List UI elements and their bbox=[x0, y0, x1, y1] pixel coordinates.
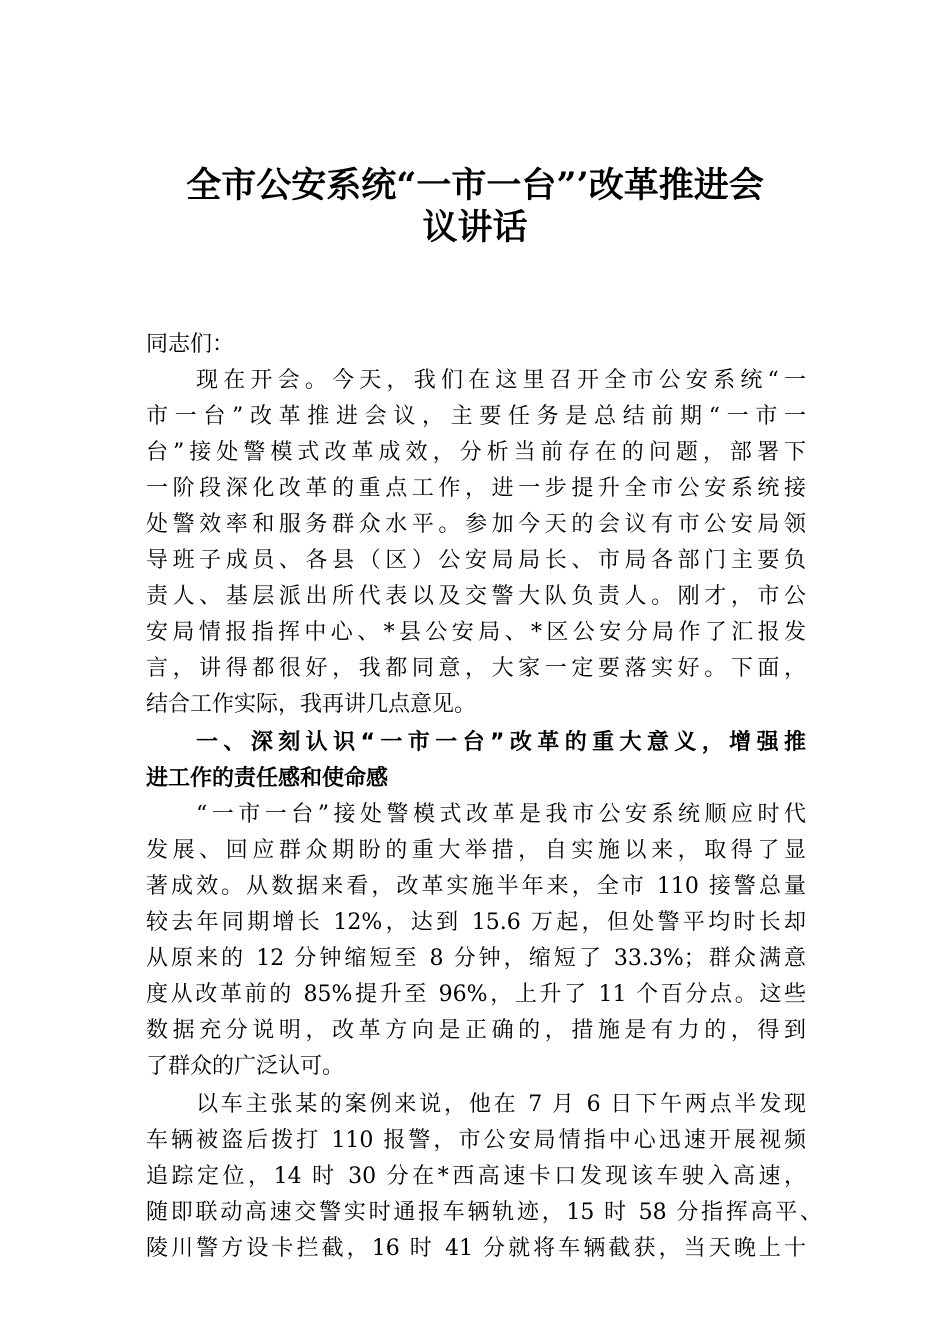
paragraph-line: 陵川警方设卡拦截，16 时 41 分就将车辆截获，当天晚上十 bbox=[146, 1236, 806, 1261]
paragraph-line: 现在开会。今天，我们在这里召开全市公安系统“一 bbox=[196, 368, 806, 393]
paragraph-line: 著成效。从数据来看，改革实施半年来，全市 110 接警总量 bbox=[146, 874, 806, 899]
paragraph-line: 处警效率和服务群众水平。参加今天的会议有市公安局领 bbox=[146, 512, 806, 537]
paragraph-line: 导班子成员、各县（区）公安局局长、市局各部门主要负 bbox=[146, 548, 806, 573]
document-title-line-2: 议讲话 bbox=[422, 207, 528, 248]
paragraph-line: 发展、回应群众期盼的重大举措，自实施以来，取得了显 bbox=[146, 838, 806, 863]
paragraph-line: 随即联动高速交警实时通报车辆轨迹，15 时 58 分指挥高平、 bbox=[146, 1200, 822, 1225]
paragraph-line: 数据充分说明，改革方向是正确的，措施是有力的，得到 bbox=[146, 1018, 806, 1043]
paragraph-line: 从原来的 12 分钟缩短至 8 分钟，缩短了 33.3%；群众满意 bbox=[146, 946, 806, 971]
paragraph-line: 言，讲得都很好，我都同意，大家一定要落实好。下面， bbox=[146, 656, 806, 681]
paragraph-line: 了群众的广泛认可。 bbox=[146, 1054, 345, 1079]
paragraph-line: 结合工作实际，我再讲几点意见。 bbox=[146, 692, 477, 717]
paragraph-line: 安局情报指挥中心、*县公安局、*区公安分局作了汇报发 bbox=[146, 620, 806, 645]
paragraph-line: 追踪定位，14 时 30 分在*西高速卡口发现该车驶入高速， bbox=[146, 1164, 806, 1189]
heading-line: 进工作的责任感和使命感 bbox=[146, 766, 389, 791]
paragraph-line: 责人、基层派出所代表以及交警大队负责人。刚才，市公 bbox=[146, 584, 806, 609]
paragraph-line: 度从改革前的 85%提升至 96%，上升了 11 个百分点。这些 bbox=[146, 982, 806, 1007]
paragraph-line: 车辆被盗后拨打 110 报警，市公安局情指中心迅速开展视频 bbox=[146, 1128, 806, 1153]
salutation: 同志们： bbox=[146, 332, 235, 357]
paragraph-line: 一阶段深化改革的重点工作，进一步提升全市公安系统接 bbox=[146, 476, 806, 501]
document-title-line-1: 全市公安系统“一市一台”’改革推进会 bbox=[186, 165, 764, 206]
heading-line: 一、深刻认识“一市一台”改革的重大意义，增强推 bbox=[196, 730, 806, 755]
paragraph-line: 以车主张某的案例来说，他在 7 月 6 日下午两点半发现 bbox=[196, 1092, 806, 1117]
paragraph-line: “一市一台”接处警模式改革是我市公安系统顺应时代 bbox=[196, 802, 806, 827]
paragraph-line: 台”接处警模式改革成效，分析当前存在的问题，部署下 bbox=[146, 440, 806, 465]
paragraph-line: 市一台”改革推进会议，主要任务是总结前期“一市一 bbox=[146, 404, 806, 429]
paragraph-line: 较去年同期增长 12%，达到 15.6 万起，但处警平均时长却 bbox=[146, 910, 806, 935]
